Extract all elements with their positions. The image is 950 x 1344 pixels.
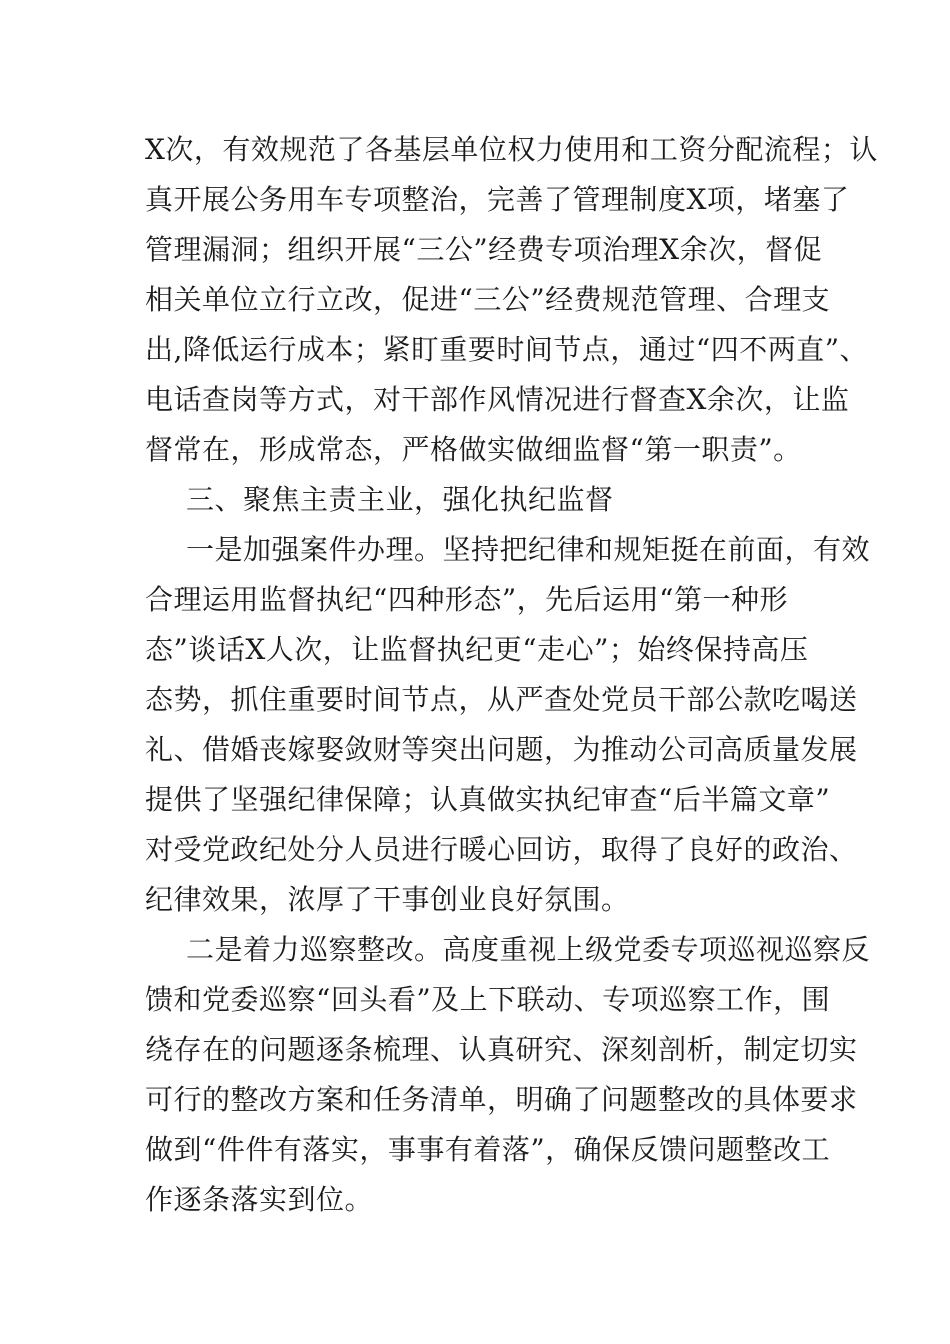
- section-heading: 三、聚焦主责主业，强化执纪监督: [186, 483, 614, 516]
- text-line: 督常在，形成常态，严格做实做细监督“第一职责”。: [145, 433, 802, 466]
- text-line: 纪律效果，浓厚了干事创业良好氛围。: [145, 883, 630, 916]
- text-line: 态势，抓住重要时间节点，从严查处党员干部公款吃喝送: [145, 683, 858, 716]
- text-line: 绕存在的问题逐条梳理、认真研究、深刻剖析，制定切实: [145, 1033, 858, 1066]
- text-line: 相关单位立行立改，促进“三公”经费规范管理、合理支: [145, 283, 831, 316]
- text-line: 对受党政纪处分人员进行暖心回访，取得了良好的政治、: [145, 833, 858, 866]
- paragraph-start: 一是加强案件办理。坚持把纪律和规矩挺在前面，有效: [186, 533, 871, 566]
- text-line: 可行的整改方案和任务清单，明确了问题整改的具体要求: [145, 1083, 858, 1116]
- text-line: 作逐条落实到位。: [145, 1183, 374, 1216]
- text-line: 管理漏洞；组织开展“三公”经费专项治理X余次，督促: [145, 233, 823, 266]
- text-line: 提供了坚强纪律保障；认真做实执纪审查“后半篇文章”: [145, 783, 831, 816]
- text-line: 合理运用监督执纪“四种形态”，先后运用“第一种形: [145, 583, 788, 616]
- text-line: 态”谈话X人次，让监督执纪更“走心”；始终保持高压: [145, 633, 809, 666]
- text-line: 馈和党委巡察“回头看”及上下联动、专项巡察工作，围: [145, 983, 831, 1016]
- text-line: X次，有效规范了各基层单位权力使用和工资分配流程；认: [145, 133, 878, 166]
- text-line: 电话查岗等方式，对干部作风情况进行督查X余次，让监: [145, 383, 850, 416]
- paragraph-start: 二是着力巡察整改。高度重视上级党委专项巡视巡察反: [186, 933, 871, 966]
- text-line: 出,降低运行成本；紧盯重要时间节点，通过“四不两直”、: [145, 333, 869, 366]
- text-line: 礼、借婚丧嫁娶敛财等突出问题，为推动公司高质量发展: [145, 733, 858, 766]
- text-line: 真开展公务用车专项整治，完善了管理制度X项，堵塞了: [145, 183, 850, 216]
- text-line: 做到“件件有落实，事事有着落”，确保反馈问题整改工: [145, 1133, 831, 1166]
